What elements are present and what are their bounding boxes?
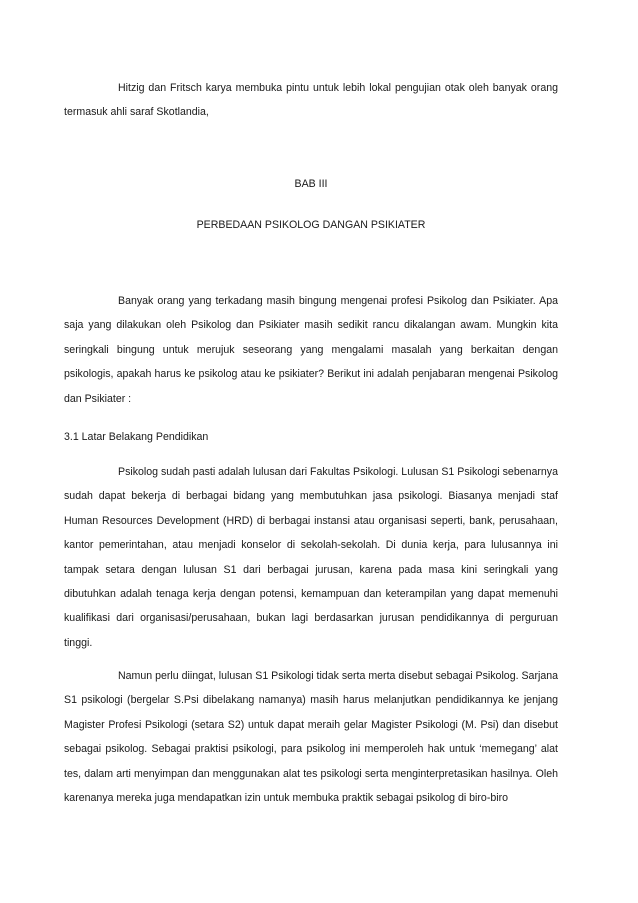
- section-heading: 3.1 Latar Belakang Pendidikan: [64, 431, 209, 443]
- paragraph-intro-psikolog-psikiater: Banyak orang yang terkadang masih bingung mengenai profesi Psikolog dan Psikiater. Apa saja yang dilakukan oleh Psikolog dan Psikiater masih sedikit rancu dikalangan awam. Mungkin kita seringkali bingung untuk merujuk seseorang yang mengalami masalah yang berkaitan dengan psikologis, apakah harus ke psikolog atau ke psikiater? Berikut ini adalah penjabaran mengenai Psikolog dan Psikiater :: [64, 295, 558, 405]
- intro-paragraph: Hitzig dan Fritsch karya membuka pintu untuk lebih lokal pengujian otak oleh banyak orang termasuk ahli saraf Skotlandia,: [64, 82, 558, 119]
- chapter-title: PERBEDAAN PSIKOLOG DANGAN PSIKIATER: [196, 219, 426, 231]
- paragraph-latar-belakang: Psikolog sudah pasti adalah lulusan dari Fakultas Psikologi. Lulusan S1 Psikologi sebenarnya sudah dapat bekerja di berbagai bidang yang membutuhkan jasa psikologi. Biasanya menjadi staf Human Resources Development (HRD) di berbagai instansi atau organisasi seperti, bank, perusahaan, kantor pemerintahan, atau menjadi konselor di sekolah-sekolah. Di dunia kerja, para lulusannya ini tampak setara dengan lulusan S1 dari berbagai jurusan, karena pada masa kini seringkali yang dibutuhkan adalah tenaga kerja dengan potensi, kemampuan dan keterampilan yang dapat memenuhi kualifikasi dari organisasi/perusahaan, bukan lagi berdasarkan jurusan pendidikannya di perguruan tinggi.: [64, 466, 558, 649]
- paragraph-gelar-psikolog: Namun perlu diingat, lulusan S1 Psikologi tidak serta merta disebut sebagai Psikolog. Sarjana S1 psikologi (bergelar S.Psi dibelakang namanya) masih harus melanjutkan pendidikannya ke jenjang Magister Profesi Psikologi (setara S2) untuk dapat meraih gelar Magister Psikologi (M. Psi) dan disebut sebagai psikolog. Sebagai praktisi psikologi, para psikolog ini memperoleh hak untuk ‘memegang’ alat tes, dalam arti menyimpan dan menggunakan alat tes psikologi serta menginterpretasikan hasilnya. Oleh karenanya mereka juga mendapatkan izin untuk membuka praktik sebagai psikolog di biro-biro: [64, 670, 558, 805]
- chapter-label: BAB III: [294, 178, 328, 190]
